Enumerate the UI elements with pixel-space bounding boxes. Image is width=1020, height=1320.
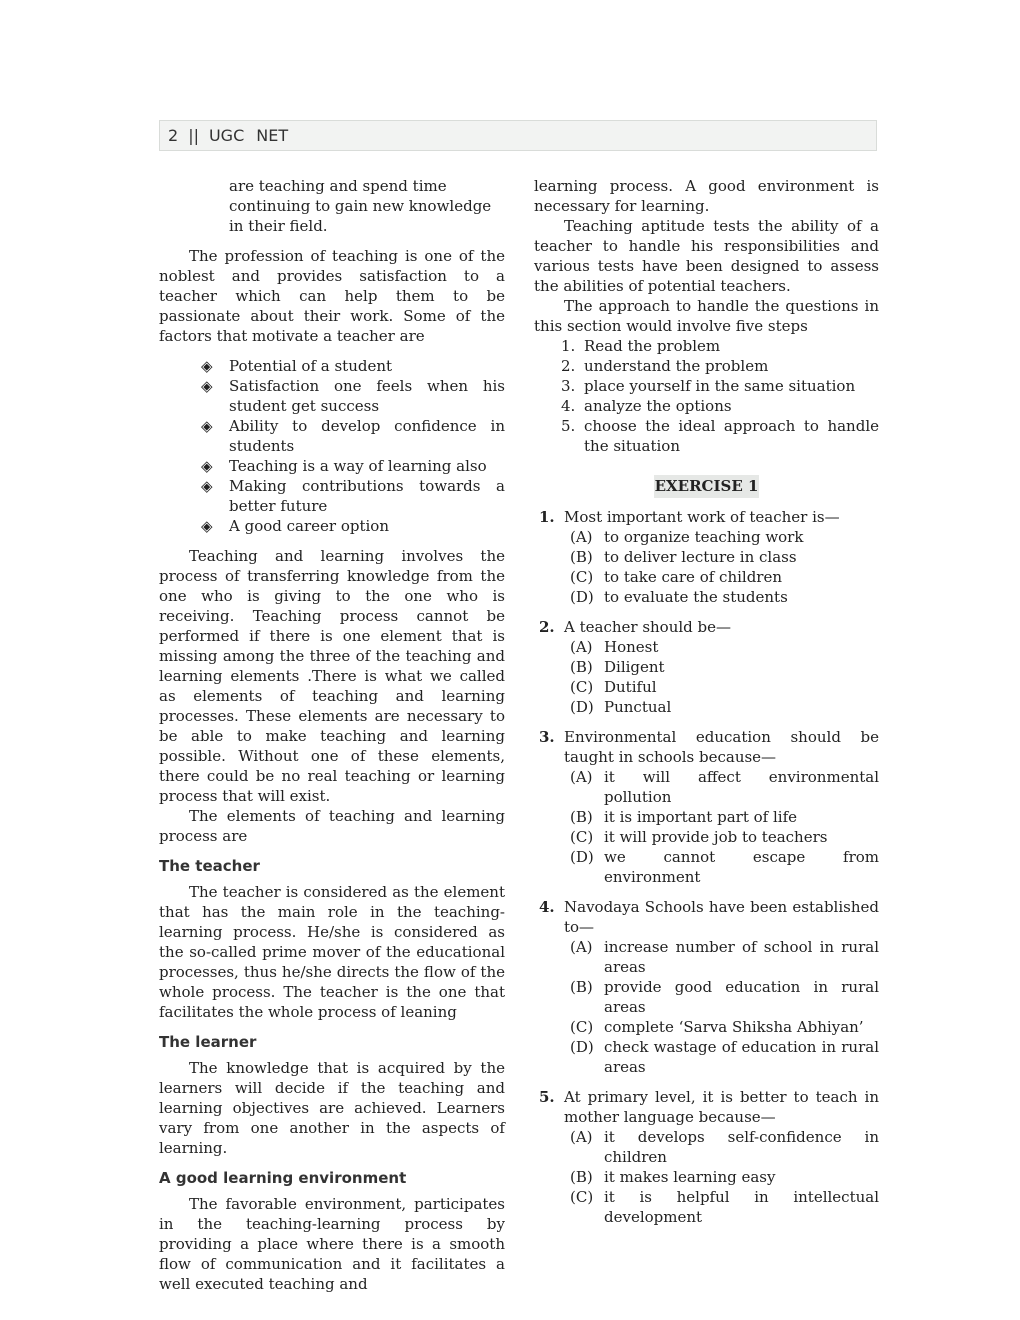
option-c: (C) it will provide job to teachers [570, 828, 828, 846]
option-b: (B) Diligent [570, 658, 665, 676]
list-item: 3. place yourself in the same situation [561, 377, 856, 395]
paragraph-approach: The approach to handle the questions in this section would involve five steps [534, 297, 879, 335]
option-c: (C) Dutiful [570, 678, 657, 696]
paragraph-environment: The favorable environment, participates in the teaching-learning process by providing a place where there is a smooth flow of communication and it facilitates a well executed teaching and [159, 1195, 505, 1293]
diamond-bullet-icon: ◈ [201, 517, 213, 535]
list-item: 2. understand the problem [561, 357, 769, 375]
option-a: (A) it will affect environmental pollution [570, 768, 879, 806]
paragraph-aptitude: Teaching aptitude tests the ability of a teacher to handle his responsibilities and various tests have been designed to assess the abilities of potential teachers. [534, 217, 879, 295]
motivation-list [159, 356, 505, 536]
question-4: 4. Navodaya Schools have been established to— (A) increase number of school in rural areas (B) provide good education in rural areas (C) complete ‘Sarva Shiksha Abhiyan’ (D) check wastage of education in rural areas [539, 898, 879, 1076]
question-text: Navodaya Schools have been established to— [564, 898, 879, 936]
question-5: 5. At primary level, it is better to teach in mother language because— (A) it develops self-confidence in children (B) it makes learning easy (C) it is helpful in intellectual development [539, 1088, 879, 1226]
heading-teacher: The teacher [159, 857, 260, 875]
list-item: ◈ Satisfaction one feels when his student get success [201, 377, 505, 415]
question-3: 3. Environmental education should be taught in schools because— (A) it will affect environmental pollution (B) it is important part of life (C) it will provide job to teachers (D) we cannot escape from environment [539, 728, 879, 886]
question-text: At primary level, it is better to teach in mother language because— [564, 1088, 879, 1126]
list-item: ◈ A good career option [201, 517, 389, 535]
question-text: A teacher should be— [564, 618, 732, 636]
heading-environment: A good learning environment [159, 1169, 407, 1187]
option-b: (B) it makes learning easy [570, 1168, 776, 1186]
heading-learner: The learner [159, 1033, 257, 1051]
option-d: (D) check wastage of education in rural areas [570, 1038, 879, 1076]
diamond-bullet-icon: ◈ [201, 357, 213, 375]
option-a: (A) Honest [570, 638, 659, 656]
question-text: Environmental education should be taught in schools because— [564, 728, 879, 766]
book-title: UGC [208, 126, 245, 145]
question-1: 1. Most important work of teacher is— (A) to organize teaching work (B) to deliver lecture in class (C) to take care of children (D) to evaluate the students [534, 507, 879, 607]
left-column [159, 176, 505, 1294]
option-b: (B) to deliver lecture in class [570, 548, 797, 566]
continued-paragraph: are teaching and spend time continuing to gain new knowledge in their field. [229, 177, 492, 235]
option-c: (C) it is helpful in intellectual development [570, 1188, 879, 1226]
diamond-bullet-icon: ◈ [201, 377, 213, 395]
diamond-bullet-icon: ◈ [201, 457, 213, 475]
list-item: ◈ Making contributions towards a better future [201, 477, 505, 515]
option-a: (A) it develops self-confidence in children [570, 1128, 879, 1166]
paragraph-teacher: The teacher is considered as the element that has the main role in the teaching-learning process. He/she is considered as the so-called prime mover of the educational processes, thus he/she directs the flow of the whole process. The teacher is the one that facilitates the whole process of leaning [159, 883, 505, 1021]
list-item: ◈ Teaching is a way of learning also [201, 457, 487, 475]
option-a: (A) to organize teaching work [570, 528, 804, 546]
steps-list [534, 336, 879, 456]
option-d: (D) to evaluate the students [570, 588, 788, 606]
diamond-bullet-icon: ◈ [201, 417, 213, 435]
question-list [534, 507, 879, 1227]
book-title-2: NET [256, 126, 289, 145]
option-c: (C) complete ‘Sarva Shiksha Abhiyan’ [570, 1018, 864, 1036]
option-c: (C) to take care of children [570, 568, 783, 586]
paragraph-learner: The knowledge that is acquired by the learners will decide if the teaching and learning objectives are achieved. Learners vary from one another in the aspects of learning. [159, 1059, 505, 1157]
exercise-title: EXERCISE 1 [654, 475, 759, 498]
list-item: ◈ Potential of a student [201, 357, 393, 375]
option-d: (D) Punctual [570, 698, 672, 716]
paragraph-elements: The elements of teaching and learning process are [159, 807, 505, 845]
option-a: (A) increase number of school in rural areas [570, 938, 879, 976]
question-text: Most important work of teacher is— [564, 508, 840, 526]
list-item: 5. choose the ideal approach to handle the situation [561, 417, 879, 455]
list-item: 4. analyze the options [561, 397, 732, 415]
running-header [159, 120, 877, 151]
paragraph-profession: The profession of teaching is one of the noblest and provides satisfaction to a teacher which can help them to be passionate about their work. Some of the factors that motivate a teacher are [159, 247, 505, 345]
option-b: (B) it is important part of life [570, 808, 797, 826]
diamond-bullet-icon: ◈ [201, 477, 213, 495]
option-d: (D) we cannot escape from environment [570, 848, 879, 886]
list-item: 1. Read the problem [561, 337, 721, 355]
right-column [534, 176, 879, 1227]
paragraph-environment-cont: learning process. A good environment is necessary for learning. [534, 177, 879, 215]
option-b: (B) provide good education in rural areas [570, 978, 879, 1016]
page-number: 2 [168, 126, 179, 145]
paragraph-teaching-learning: Teaching and learning involves the process of transferring knowledge from the one who is giving to the one who is receiving. Teaching process cannot be performed if there is one element that is missing among the three of the teaching and learning elements .There is what we called as elements of teaching and learning processes. These elements are necessary to be able to make teaching and learning possible. Without one of these elements, there could be no real teaching or learning process that will exist. [159, 547, 505, 805]
header-separator: || [188, 126, 199, 145]
list-item: ◈ Ability to develop confidence in students [201, 417, 505, 455]
question-2: 2. A teacher should be— (A) Honest (B) Diligent (C) Dutiful (D) Punctual [534, 617, 879, 717]
